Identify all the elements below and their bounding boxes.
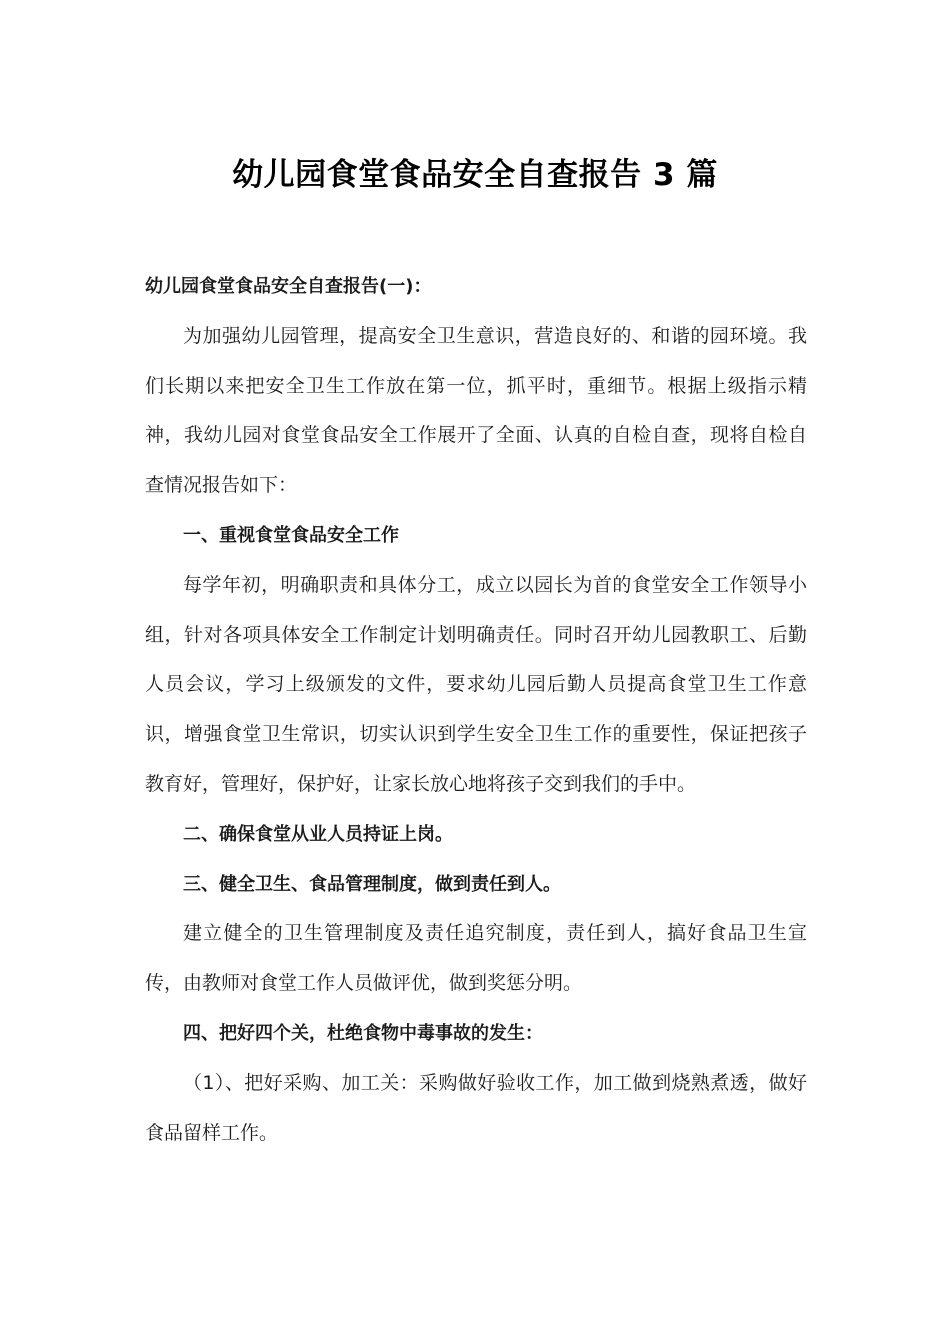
document-title: 幼儿园食堂食品安全自查报告 3 篇: [232, 157, 718, 193]
section-1-paragraph: 每学年初，明确职责和具体分工，成立以园长为首的食堂安全工作领导小组，针对各项具体安全工作制定计划明确责任。同时召开幼儿园教职工、后勤人员会议，学习上级颁发的文件，要求幼儿园后勤人员提高食堂卫生工作意识，增强食堂卫生常识，切实认识到学生安全卫生工作的重要性，保证把孩子教育好，管理好，保护好，让家长放心地将孩子交到我们的手中。: [145, 573, 807, 795]
section-heading-3: 三、健全卫生、食品管理制度，做到责任到人。: [183, 873, 561, 895]
section-4-item-1: （1）、把好采购、加工关：采购做好验收工作，加工做到烧熟煮透，做好食品留样工作。: [145, 1071, 807, 1144]
section-heading-1: 一、重视食堂食品安全工作: [183, 524, 399, 546]
section-3-paragraph: 建立健全的卫生管理制度及责任追究制度，责任到人，搞好食品卫生宣传，由教师对食堂工作人员做评优，做到奖惩分明。: [145, 922, 807, 995]
intro-paragraph: 为加强幼儿园管理，提高安全卫生意识，营造良好的、和谐的园环境。我们长期以来把安全卫生工作放在第一位，抓平时，重细节。根据上级指示精神，我幼儿园对食堂食品安全工作展开了全面、认真的自检自查，现将自检自查情况报告如下：: [145, 324, 807, 497]
section-heading-2: 二、确保食堂从业人员持证上岗。: [183, 823, 453, 845]
document-body: [145, 262, 807, 1158]
section-subtitle: 幼儿园食堂食品安全自查报告(一)：: [145, 276, 432, 297]
section-heading-4: 四、把好四个关，杜绝食物中毒事故的发生：: [183, 1022, 543, 1044]
